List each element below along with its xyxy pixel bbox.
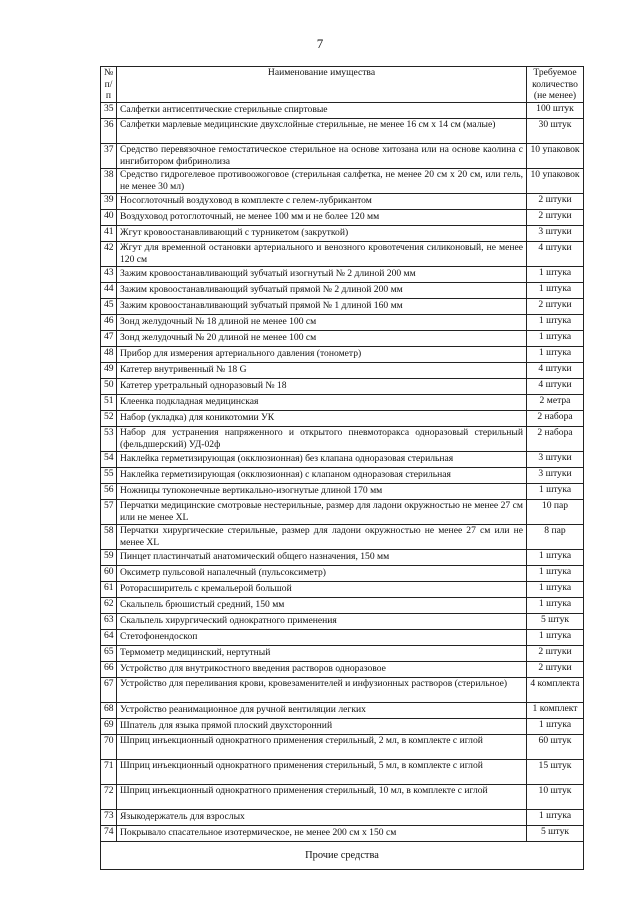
row-number: 66 <box>101 662 117 678</box>
table-row <box>101 283 584 299</box>
item-quantity: 2 штуки <box>527 210 584 226</box>
row-number: 69 <box>101 719 117 735</box>
row-number: 48 <box>101 347 117 363</box>
item-quantity: 10 упаковок <box>527 169 584 194</box>
item-quantity: 1 штука <box>527 582 584 598</box>
item-name: Салфетки антисептические стерильные спиртовые <box>117 103 527 119</box>
row-number: 65 <box>101 646 117 662</box>
table-row <box>101 395 584 411</box>
row-number: 62 <box>101 598 117 614</box>
row-number: 74 <box>101 826 117 842</box>
item-quantity: 1 штука <box>527 719 584 735</box>
item-quantity: 1 штука <box>527 810 584 826</box>
table-row <box>101 242 584 267</box>
item-quantity: 1 штука <box>527 267 584 283</box>
item-name: Перчатки медицинские смотровые нестерильные, размер для ладони окружностью не менее 27 см или не менее XL <box>117 500 527 525</box>
item-quantity: 100 штук <box>527 103 584 119</box>
item-name: Катетер уретральный одноразовый № 18 <box>117 379 527 395</box>
table-row <box>101 703 584 719</box>
header-number <box>101 67 117 103</box>
item-name: Скальпель хирургический однократного применения <box>117 614 527 630</box>
footer-section-title: Прочие средства <box>101 842 584 870</box>
item-name: Скальпель брюшистый средний, 150 мм <box>117 598 527 614</box>
table-row <box>101 785 584 810</box>
table-row <box>101 630 584 646</box>
item-name: Шприц инъекционный однократного применения стерильный, 10 мл, в комплекте с иглой <box>117 785 527 810</box>
item-quantity: 4 штуки <box>527 379 584 395</box>
item-name: Зажим кровоостанавливающий зубчатый прямой № 1 длиной 160 мм <box>117 299 527 315</box>
row-number: 70 <box>101 735 117 760</box>
item-name: Средство гидрогелевое противоожоговое (стерильная салфетка, не менее 20 см х 20 см, или гель, не менее 30 мл) <box>117 169 527 194</box>
table-row <box>101 169 584 194</box>
row-number: 50 <box>101 379 117 395</box>
table-row <box>101 226 584 242</box>
row-number: 56 <box>101 484 117 500</box>
row-number: 53 <box>101 427 117 452</box>
row-number: 63 <box>101 614 117 630</box>
item-quantity: 10 пар <box>527 500 584 525</box>
table-row <box>101 452 584 468</box>
table-body <box>101 103 584 842</box>
item-name: Катетер внутривенный № 18 G <box>117 363 527 379</box>
row-number: 72 <box>101 785 117 810</box>
item-quantity: 1 штука <box>527 484 584 500</box>
item-quantity: 2 набора <box>527 411 584 427</box>
item-quantity: 1 штука <box>527 630 584 646</box>
table-row <box>101 525 584 550</box>
item-name: Термометр медицинский, нертутный <box>117 646 527 662</box>
item-quantity: 1 штука <box>527 550 584 566</box>
item-quantity: 1 штука <box>527 331 584 347</box>
item-name: Устройство реанимационное для ручной вентиляции легких <box>117 703 527 719</box>
item-name: Роторасширитель с кремальерой большой <box>117 582 527 598</box>
item-quantity: 2 штуки <box>527 299 584 315</box>
table-row <box>101 719 584 735</box>
item-quantity: 2 набора <box>527 427 584 452</box>
row-number: 55 <box>101 468 117 484</box>
row-number: 57 <box>101 500 117 525</box>
item-name: Ножницы тупоконечные вертикально-изогнутые длиной 170 мм <box>117 484 527 500</box>
header-quantity: Требуемое количество (не менее) <box>527 67 584 103</box>
row-number: 73 <box>101 810 117 826</box>
item-name: Наклейка герметизирующая (окклюзионная) без клапана одноразовая стерильная <box>117 452 527 468</box>
table-row <box>101 598 584 614</box>
table-row <box>101 550 584 566</box>
item-quantity: 1 штука <box>527 315 584 331</box>
row-number: 71 <box>101 760 117 785</box>
table-row <box>101 347 584 363</box>
item-name: Шприц инъекционный однократного применения стерильный, 2 мл, в комплекте с иглой <box>117 735 527 760</box>
item-quantity: 1 штука <box>527 598 584 614</box>
table-row <box>101 267 584 283</box>
table-row <box>101 427 584 452</box>
item-name: Жгут кровоостанавливающий с турникетом (закруткой) <box>117 226 527 242</box>
item-name: Покрывало спасательное изотермическое, не менее 200 см х 150 см <box>117 826 527 842</box>
item-quantity: 1 штука <box>527 566 584 582</box>
item-name: Перчатки хирургические стерильные, размер для ладони окружностью не менее 27 см или не менее XL <box>117 525 527 550</box>
table-row <box>101 315 584 331</box>
item-quantity: 8 пар <box>527 525 584 550</box>
table-row <box>101 810 584 826</box>
table-row <box>101 379 584 395</box>
item-name: Носоглоточный воздуховод в комплекте с гелем-лубрикантом <box>117 194 527 210</box>
table-row <box>101 119 584 144</box>
table-header-row <box>101 67 584 103</box>
row-number: 42 <box>101 242 117 267</box>
item-quantity: 30 штук <box>527 119 584 144</box>
row-number: 60 <box>101 566 117 582</box>
item-name: Оксиметр пульсовой напалечный (пульсоксиметр) <box>117 566 527 582</box>
row-number: 51 <box>101 395 117 411</box>
item-quantity: 1 штука <box>527 283 584 299</box>
item-name: Зажим кровоостанавливающий зубчатый прямой № 2 длиной 200 мм <box>117 283 527 299</box>
item-name: Шприц инъекционный однократного применения стерильный, 5 мл, в комплекте с иглой <box>117 760 527 785</box>
row-number: 59 <box>101 550 117 566</box>
item-quantity: 3 штуки <box>527 452 584 468</box>
table-row <box>101 194 584 210</box>
row-number: 43 <box>101 267 117 283</box>
row-number: 38 <box>101 169 117 194</box>
row-number: 67 <box>101 678 117 703</box>
item-name: Средство перевязочное гемостатическое стерильное на основе хитозана или на основе каолина с ингибитором фибринолиза <box>117 144 527 169</box>
row-number: 52 <box>101 411 117 427</box>
item-quantity: 5 штук <box>527 826 584 842</box>
inventory-table <box>100 66 584 870</box>
table-footer-row <box>101 842 584 870</box>
item-name: Клеенка подкладная медицинская <box>117 395 527 411</box>
item-name: Прибор для измерения артериального давления (тонометр) <box>117 347 527 363</box>
table-row <box>101 484 584 500</box>
item-name: Набор для устранения напряженного и открытого пневмоторакса одноразовый стерильный (фельдшерский) УД-02ф <box>117 427 527 452</box>
item-quantity: 5 штук <box>527 614 584 630</box>
item-name: Устройство для внутрикостного введения растворов одноразовое <box>117 662 527 678</box>
table-row <box>101 614 584 630</box>
item-name: Шпатель для языка прямой плоский двухсторонний <box>117 719 527 735</box>
row-number: 68 <box>101 703 117 719</box>
item-name: Пинцет пластинчатый анатомический общего назначения, 150 мм <box>117 550 527 566</box>
row-number: 54 <box>101 452 117 468</box>
table-row <box>101 566 584 582</box>
table-row <box>101 826 584 842</box>
table-row <box>101 411 584 427</box>
row-number: 35 <box>101 103 117 119</box>
item-quantity: 4 комплекта <box>527 678 584 703</box>
row-number: 46 <box>101 315 117 331</box>
item-quantity: 1 комплект <box>527 703 584 719</box>
row-number: 61 <box>101 582 117 598</box>
row-number: 40 <box>101 210 117 226</box>
table-row <box>101 735 584 760</box>
table-row <box>101 662 584 678</box>
row-number: 39 <box>101 194 117 210</box>
item-quantity: 2 штуки <box>527 646 584 662</box>
table-row <box>101 582 584 598</box>
header-number-label: № п/п <box>104 67 114 102</box>
item-quantity: 15 штук <box>527 760 584 785</box>
item-name: Жгут для временной остановки артериального и венозного кровотечения силиконовый, не менее 120 см <box>117 242 527 267</box>
table-row <box>101 646 584 662</box>
page-number: 7 <box>316 36 324 51</box>
item-name: Зонд желудочный № 20 длиной не менее 100 см <box>117 331 527 347</box>
item-quantity: 10 штук <box>527 785 584 810</box>
row-number: 64 <box>101 630 117 646</box>
row-number: 47 <box>101 331 117 347</box>
item-name: Устройство для переливания крови, кровезаменителей и инфузионных растворов (стерильное) <box>117 678 527 703</box>
item-quantity: 2 штуки <box>527 194 584 210</box>
row-number: 44 <box>101 283 117 299</box>
header-name: Наименование имущества <box>117 67 527 103</box>
item-quantity: 1 штука <box>527 347 584 363</box>
item-quantity: 2 штуки <box>527 662 584 678</box>
row-number: 45 <box>101 299 117 315</box>
item-name: Набор (укладка) для коникотомии УК <box>117 411 527 427</box>
item-quantity: 3 штуки <box>527 468 584 484</box>
item-name: Зажим кровоостанавливающий зубчатый изогнутый № 2 длиной 200 мм <box>117 267 527 283</box>
row-number: 37 <box>101 144 117 169</box>
item-quantity: 10 упаковок <box>527 144 584 169</box>
item-quantity: 3 штуки <box>527 226 584 242</box>
item-name: Зонд желудочный № 18 длиной не менее 100 см <box>117 315 527 331</box>
table-row <box>101 500 584 525</box>
item-quantity: 4 штуки <box>527 363 584 379</box>
row-number: 49 <box>101 363 117 379</box>
table-row <box>101 331 584 347</box>
table-row <box>101 760 584 785</box>
item-name: Стетофонендоскоп <box>117 630 527 646</box>
item-name: Языкодержатель для взрослых <box>117 810 527 826</box>
row-number: 41 <box>101 226 117 242</box>
item-name: Воздуховод ротоглоточный, не менее 100 мм и не более 120 мм <box>117 210 527 226</box>
table-row <box>101 144 584 169</box>
table-row <box>101 299 584 315</box>
table-row <box>101 468 584 484</box>
item-name: Салфетки марлевые медицинские двухслойные стерильные, не менее 16 см х 14 см (малые) <box>117 119 527 144</box>
item-name: Наклейка герметизирующая (окклюзионная) с клапаном одноразовая стерильная <box>117 468 527 484</box>
table-row <box>101 678 584 703</box>
table-row <box>101 210 584 226</box>
item-quantity: 2 метра <box>527 395 584 411</box>
item-quantity: 60 штук <box>527 735 584 760</box>
row-number: 58 <box>101 525 117 550</box>
item-quantity: 4 штуки <box>527 242 584 267</box>
table-row <box>101 103 584 119</box>
row-number: 36 <box>101 119 117 144</box>
table-row <box>101 363 584 379</box>
